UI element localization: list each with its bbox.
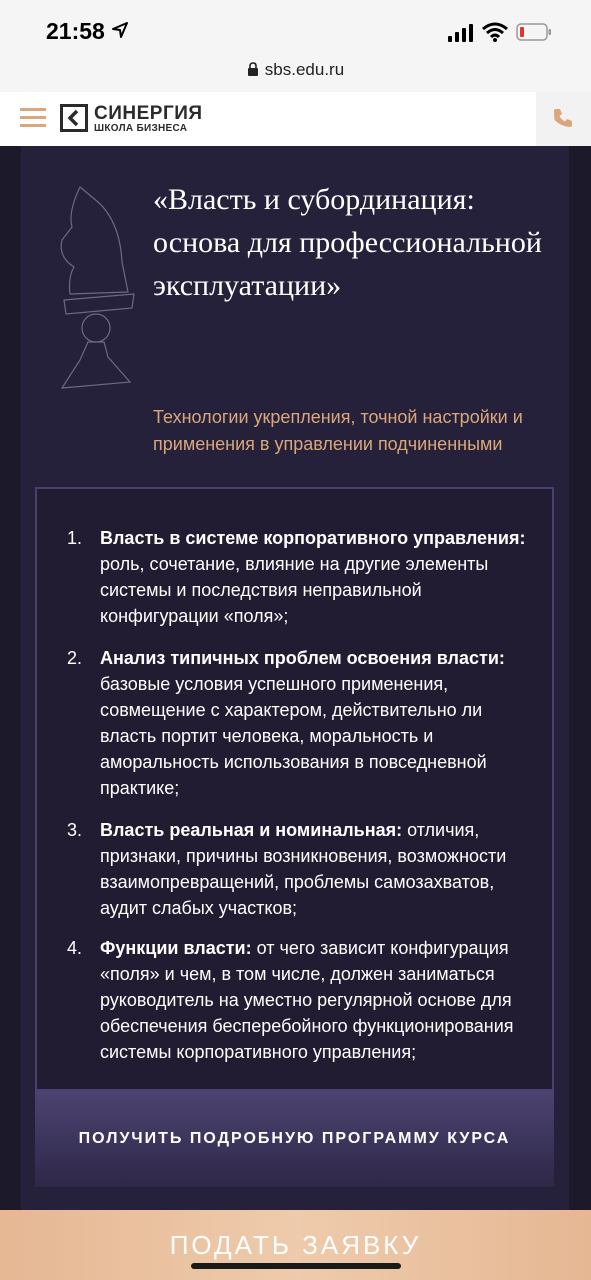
program-item-heading: Власть реальная и номинальная: xyxy=(100,820,403,840)
call-button[interactable] xyxy=(536,92,591,146)
get-program-button[interactable]: ПОЛУЧИТЬ ПОДРОБНУЮ ПРОГРАММУ КУРСА xyxy=(35,1091,554,1187)
hamburger-menu-icon[interactable] xyxy=(20,106,46,130)
program-item-text xyxy=(100,525,530,629)
program-item-body: роль, сочетание, влияние на другие элементы системы и последствия неправильной конфигурации «поля»; xyxy=(100,554,489,626)
program-item-heading: Анализ типичных проблем освоения власти: xyxy=(100,648,505,668)
program-item-number: 1. xyxy=(67,528,83,548)
apply-button[interactable]: ПОДАТЬ ЗАЯВКУ xyxy=(0,1210,591,1280)
status-bar xyxy=(0,0,591,60)
course-subtitle: Технологии укрепления, точной настройки и применения в управлении подчиненными xyxy=(153,407,523,454)
wifi-icon xyxy=(482,22,508,42)
chess-pieces-icon xyxy=(50,182,140,392)
address-bar[interactable] xyxy=(0,52,591,93)
url-text: sbs.edu.ru xyxy=(264,60,345,79)
program-item-body: от чего зависит конфигурация «поля» и чем, в том числе, должен заниматься руководитель на уместно регулярной основе для обеспечения бесперебойного функционирования системы корпоративного управления; xyxy=(100,938,514,1062)
program-item-text xyxy=(100,817,530,921)
logo-title[interactable]: СИНЕРГИЯ xyxy=(94,103,203,124)
program-item-number: 2. xyxy=(67,648,83,668)
program-item-body: отличия, признаки, причины возникновения, возможности взаимопревращений, проблемы самозахватов, аудит слабых участков; xyxy=(100,820,507,918)
cellular-signal-icon xyxy=(448,24,474,42)
program-item-text xyxy=(100,935,530,1065)
program-item-body: базовые условия успешного применения, совмещение с характером, действительно ли власть портит человека, моральность и аморальность использования в повседневной практике; xyxy=(100,674,487,798)
synergy-logo-icon[interactable] xyxy=(60,104,88,132)
battery-icon xyxy=(516,23,552,41)
status-time: 21:58 xyxy=(46,18,105,44)
program-box xyxy=(35,487,554,1091)
logo-subtitle[interactable]: ШКОЛА БИЗНЕСА xyxy=(94,123,188,134)
phone-icon xyxy=(552,107,574,129)
program-item-heading: Функции власти: xyxy=(100,938,252,958)
program-item-number: 3. xyxy=(67,820,83,840)
location-arrow-icon xyxy=(112,22,128,38)
course-title: «Власть и субординация: основа для профессиональной эксплуатации» xyxy=(153,183,542,302)
lock-icon xyxy=(247,62,259,76)
home-indicator[interactable] xyxy=(191,1263,401,1269)
program-item-heading: Власть в системе корпоративного управления: xyxy=(100,528,526,548)
site-header xyxy=(0,92,591,146)
program-item-text xyxy=(100,645,530,801)
program-item-number: 4. xyxy=(67,938,83,958)
